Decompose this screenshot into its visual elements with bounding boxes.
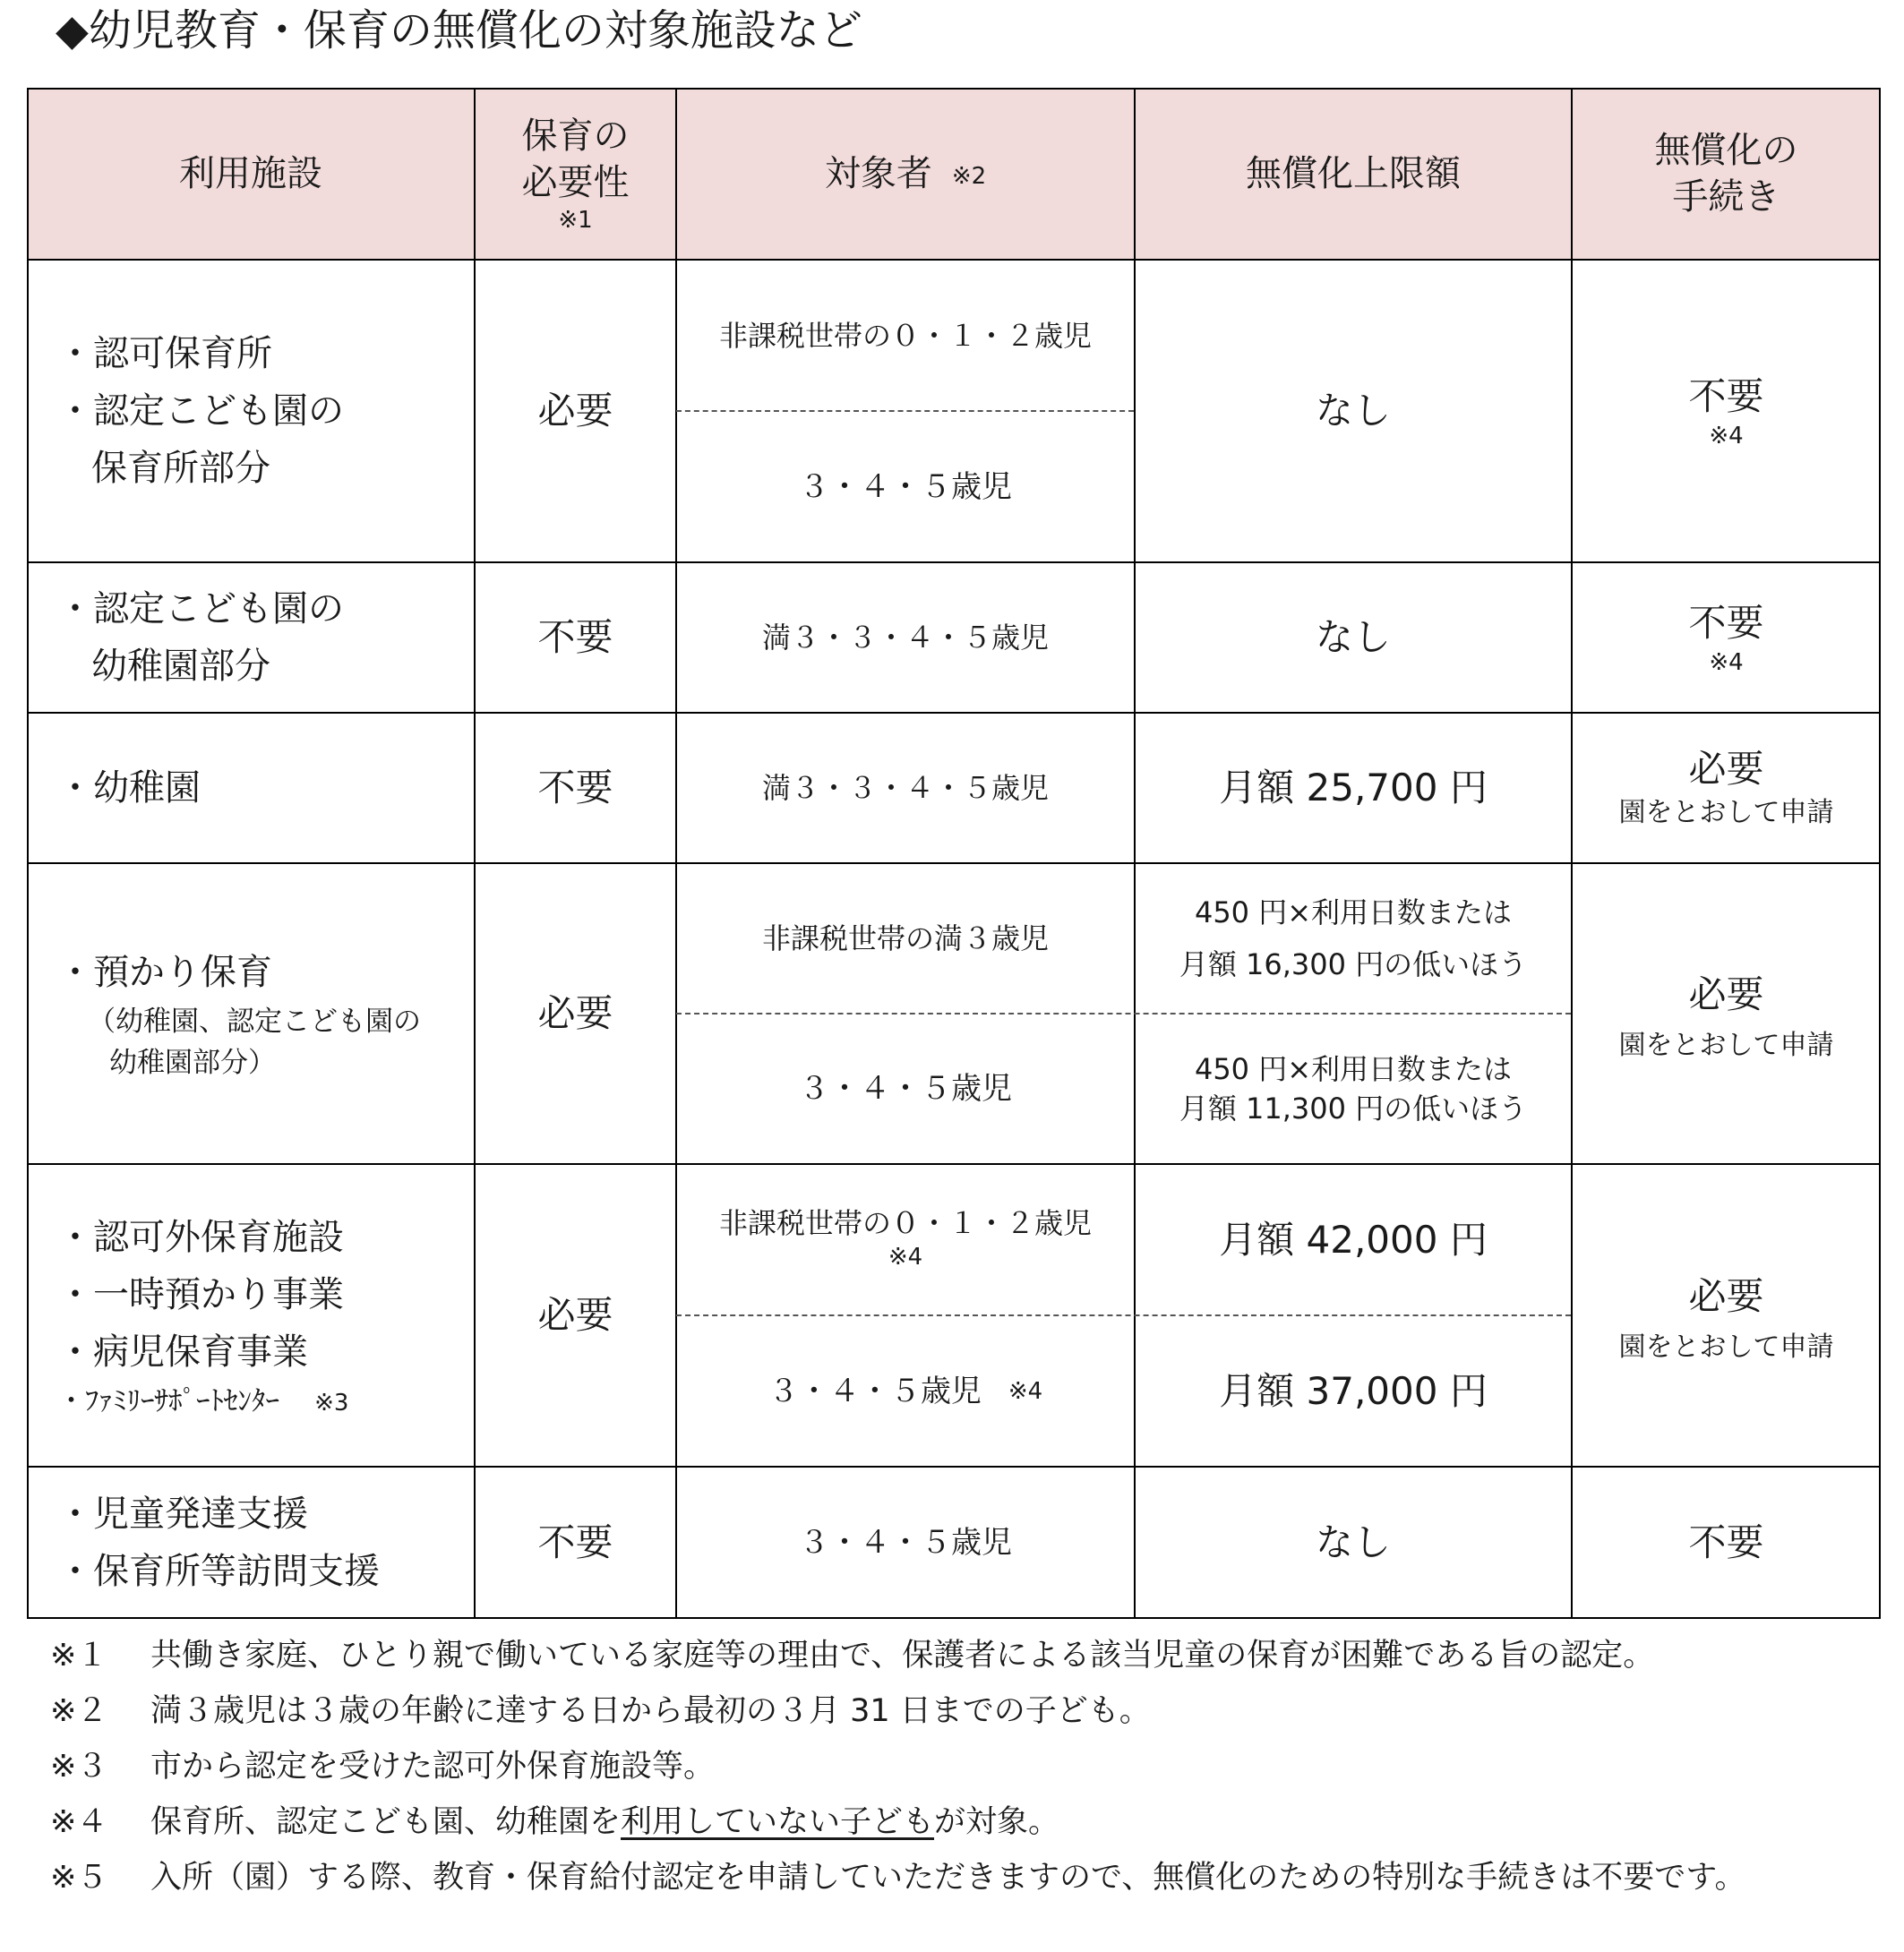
header-limit <box>1135 88 1572 260</box>
row4-necessity-value: 必要 <box>537 991 613 1035</box>
row1-limit-value: なし <box>1315 389 1391 432</box>
row2-facility-item: ・認定こども園の <box>57 588 344 629</box>
header-limit-label: 無償化上限額 <box>1246 153 1461 194</box>
row2-procedure-value: 不要 <box>1688 601 1764 645</box>
table-border <box>27 1617 1881 1619</box>
footnote-text: 満３歳児は３歳の年齢に達する日から最初の３月 31 日までの子ども。 <box>150 1693 1151 1729</box>
row6-target <box>676 1467 1135 1619</box>
row5-target-b-value: ３・４・５歳児 <box>768 1373 982 1409</box>
row2-limit-value: なし <box>1315 615 1391 659</box>
row4-limit-a-line1: 450 円×利用日数または <box>1194 895 1513 929</box>
row3-necessity-value: 不要 <box>537 766 613 809</box>
row3-procedure <box>1572 713 1881 863</box>
row2-facility <box>27 562 475 713</box>
table-rule <box>474 88 476 1619</box>
row5-target-a <box>676 1164 1135 1315</box>
header-facility-label: 利用施設 <box>179 153 322 194</box>
row4-limit-b <box>1135 1014 1572 1164</box>
row5-facility-item: ・認可外保育施設 <box>57 1217 344 1258</box>
row5-facility <box>27 1164 475 1467</box>
table-rule <box>1134 88 1136 1619</box>
table-rule <box>27 259 1881 261</box>
table-rule <box>1571 88 1573 1619</box>
header-procedure-line1: 無償化の <box>1654 130 1798 171</box>
row4-procedure-sub: 園をとおして申請 <box>1618 1030 1834 1061</box>
footnote-underlined-text: 利用していない子ども <box>621 1804 935 1840</box>
row6-facility <box>27 1467 475 1619</box>
header-necessity-line2: 必要性 <box>521 162 630 203</box>
page-title: ◆幼児教育・保育の無償化の対象施設など <box>56 5 862 56</box>
footnote-mark: ※２ <box>50 1693 108 1729</box>
footnotes <box>50 1628 1746 1905</box>
row5-target-a-value: 非課税世帯の０・１・２歳児 <box>718 1206 1092 1240</box>
row1-procedure-note: ※4 <box>1709 423 1744 449</box>
row2-limit <box>1135 562 1572 713</box>
row6-facility-item: ・児童発達支援 <box>57 1494 308 1535</box>
row5-limit-b <box>1135 1315 1572 1467</box>
footnote-text: 共働き家庭、ひとり親で働いている家庭等の理由で、保護者による該当児童の保育が困難である旨の認定。 <box>150 1638 1655 1674</box>
table-rule <box>27 712 1881 714</box>
footnote-text: 市から認定を受けた認可外保育施設等。 <box>150 1749 716 1785</box>
footnote-text: 保育所、認定こども園、幼稚園を <box>150 1804 622 1840</box>
row6-limit <box>1135 1467 1572 1619</box>
header-procedure-line2: 手続き <box>1672 176 1780 218</box>
row1-necessity-value: 必要 <box>537 389 613 432</box>
footnote-mark: ※３ <box>50 1749 108 1785</box>
row5-limit-a <box>1135 1164 1572 1315</box>
row6-facility-item: ・保育所等訪問支援 <box>57 1551 380 1592</box>
table-rule <box>27 862 1881 864</box>
row5-target-b <box>676 1315 1135 1467</box>
row5-limit-a-value: 月額 42,000 円 <box>1219 1217 1488 1262</box>
table-border <box>1879 88 1881 1619</box>
row4-facility-item: （幼稚園、認定こども園の <box>88 1006 421 1038</box>
row4-necessity <box>475 863 676 1164</box>
row1-limit <box>1135 260 1572 562</box>
table-border <box>27 88 29 1619</box>
footnote <box>50 1628 1746 1683</box>
row3-target-value: 満３・３・４・５歳児 <box>761 771 1049 805</box>
footnote <box>50 1850 1746 1905</box>
row4-target-b-value: ３・４・５歳児 <box>799 1071 1012 1107</box>
table-rule <box>27 561 1881 563</box>
footnote-mark: ※１ <box>50 1638 108 1674</box>
row2-necessity <box>475 562 676 713</box>
row3-necessity <box>475 713 676 863</box>
row5-necessity-value: 必要 <box>537 1293 613 1337</box>
row6-procedure-value: 不要 <box>1688 1520 1764 1564</box>
row4-target-b <box>676 1014 1135 1164</box>
row3-target <box>676 713 1135 863</box>
row5-procedure-sub: 園をとおして申請 <box>1618 1331 1834 1363</box>
row3-facility <box>27 713 475 863</box>
row1-target-b-value: ３・４・５歳児 <box>799 468 1012 505</box>
row4-facility-item: 幼稚園部分） <box>109 1047 276 1079</box>
row4-target-a <box>676 863 1135 1014</box>
footnote <box>50 1683 1746 1739</box>
row4-limit-a <box>1135 863 1572 1014</box>
row2-facility-item: 幼稚園部分 <box>91 646 270 687</box>
row2-target-value: 満３・３・４・５歳児 <box>761 621 1049 655</box>
row6-target-value: ３・４・５歳児 <box>799 1525 1012 1561</box>
footnote-mark: ※５ <box>50 1860 108 1896</box>
row3-limit-value: 月額 25,700 円 <box>1219 766 1488 809</box>
header-target <box>676 88 1135 260</box>
header-procedure <box>1572 88 1881 260</box>
row2-procedure <box>1572 562 1881 713</box>
row1-facility-item: ・認可保育所 <box>57 333 272 374</box>
footnote-mark: ※４ <box>50 1804 108 1840</box>
row5-procedure-value: 必要 <box>1688 1274 1764 1318</box>
footnote-text: 入所（園）する際、教育・保育給付認定を申請していただきますので、無償化のための特別な手続きは不要です。 <box>150 1860 1746 1896</box>
row1-facility-item: ・認定こども園の <box>57 390 344 432</box>
row1-procedure-value: 不要 <box>1688 374 1764 418</box>
row6-necessity <box>475 1467 676 1619</box>
row6-necessity-value: 不要 <box>537 1520 613 1564</box>
header-target-label: 対象者 <box>824 153 932 194</box>
row4-dashed-divider <box>676 1013 1571 1015</box>
row1-dashed-divider <box>676 410 1134 412</box>
row1-target-a <box>676 260 1135 411</box>
row1-facility-item: 保育所部分 <box>91 448 270 489</box>
row4-procedure-value: 必要 <box>1688 972 1764 1016</box>
row4-facility-item: ・預かり保育 <box>57 952 272 993</box>
row3-facility-item: ・幼稚園 <box>57 767 201 809</box>
row3-procedure-sub: 園をとおして申請 <box>1618 797 1834 828</box>
row5-facility-item: ・一時預かり事業 <box>57 1274 344 1315</box>
row1-target-b <box>676 411 1135 562</box>
row3-limit <box>1135 713 1572 863</box>
footnote-text: が対象。 <box>934 1804 1060 1840</box>
row5-facility-note: ※3 <box>314 1390 349 1417</box>
row4-limit-a-line2: 月額 16,300 円の低いほう <box>1179 947 1528 981</box>
row2-target <box>676 562 1135 713</box>
row6-procedure <box>1572 1467 1881 1619</box>
row4-procedure <box>1572 863 1881 1164</box>
row1-target-a-value: 非課税世帯の０・１・２歳児 <box>718 318 1092 353</box>
row5-facility-item: ・病児保育事業 <box>57 1331 308 1373</box>
row5-facility-item: ・ﾌｧﾐﾘｰｻﾎﾟｰﾄｾﾝﾀｰ <box>57 1385 279 1417</box>
row1-necessity <box>475 260 676 562</box>
row3-procedure-value: 必要 <box>1688 747 1764 791</box>
header-necessity-note: ※1 <box>558 207 593 234</box>
row2-necessity-value: 不要 <box>537 615 613 659</box>
table-rule <box>27 1466 1881 1468</box>
row5-limit-b-value: 月額 37,000 円 <box>1219 1368 1488 1413</box>
table-rule <box>27 1163 1881 1165</box>
footnote <box>50 1794 1746 1850</box>
subsidy-table <box>27 88 1881 1621</box>
row1-facility <box>27 260 475 562</box>
row5-procedure <box>1572 1164 1881 1467</box>
row1-procedure <box>1572 260 1881 562</box>
row4-limit-b-line2: 月額 11,300 円の低いほう <box>1179 1092 1528 1126</box>
table-border <box>27 88 1881 90</box>
row5-necessity <box>475 1164 676 1467</box>
row6-limit-value: なし <box>1315 1520 1391 1564</box>
header-necessity-line1: 保育の <box>521 116 630 157</box>
row5-dashed-divider <box>676 1314 1571 1316</box>
row4-target-a-value: 非課税世帯の満３歳児 <box>761 921 1049 955</box>
header-target-note: ※2 <box>951 163 987 190</box>
row4-limit-b-line1: 450 円×利用日数または <box>1194 1052 1513 1086</box>
row5-target-b-note: ※4 <box>1008 1377 1043 1405</box>
row5-target-a-note: ※4 <box>888 1244 923 1271</box>
footnote <box>50 1739 1746 1794</box>
row4-facility <box>27 863 475 1164</box>
table-rule <box>675 88 677 1619</box>
row2-procedure-note: ※4 <box>1709 649 1744 676</box>
header-facility <box>27 88 475 260</box>
header-necessity <box>475 88 676 260</box>
